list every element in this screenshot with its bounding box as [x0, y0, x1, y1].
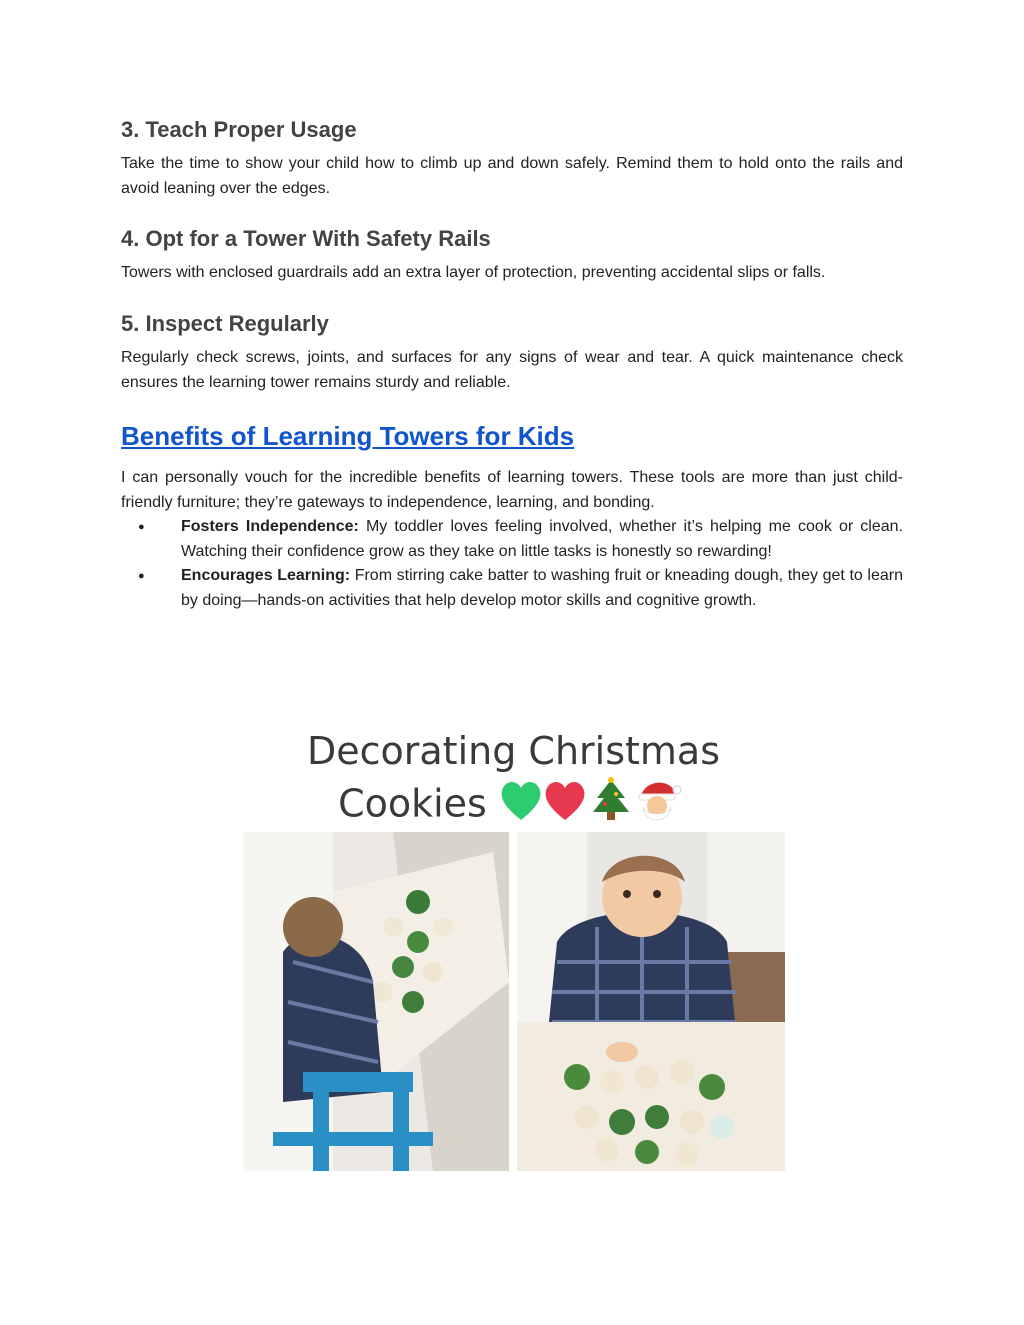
list-item: [181, 564, 903, 613]
christmas-tree-icon: [593, 777, 629, 820]
benefits-list: [121, 515, 903, 613]
section-heading: 5. Inspect Regularly: [121, 310, 329, 336]
bullet-title: Encourages Learning:: [181, 567, 351, 585]
section-teach-usage: [121, 118, 903, 201]
green-heart-icon: [502, 782, 541, 820]
benefits-heading: [121, 421, 903, 452]
photo-child-decorating: [517, 832, 785, 1171]
bullet-text: My toddler loves feeling involved, whether it’s helping me cook or clean. Watching their confidence grow as they take on little tasks is honestly so rewarding!: [181, 518, 903, 560]
section-safety-rails: [121, 227, 903, 286]
emoji-row: [499, 776, 689, 836]
benefits-heading-link[interactable]: Benefits of Learning Towers for Kids: [121, 421, 575, 452]
santa-icon: [639, 783, 681, 820]
benefits-intro: I can personally vouch for the incredible benefits of learning towers. These tools are more than just child-friendly furniture; they’re gateways to independence, learning, and bonding.: [121, 469, 903, 511]
bullet-text: From stirring cake batter to washing fruit or kneading dough, they get to learn by doing—hands-on activities that help develop motor skills and cognitive growth.: [181, 567, 904, 609]
collage-title-line2: Cookies: [338, 781, 487, 826]
photo-child-at-tower: [243, 832, 509, 1171]
collage-title: [241, 726, 786, 830]
collage-title-line1: Decorating Christmas: [306, 729, 721, 773]
red-heart-icon: [546, 782, 585, 820]
section-body: Take the time to show your child how to climb up and down safely. Remind them to hold onto the rails and avoid leaning over the edges.: [121, 155, 903, 197]
bullet-title: Fosters Independence:: [181, 518, 359, 536]
list-item: [181, 515, 903, 564]
section-heading: 4. Opt for a Tower With Safety Rails: [121, 226, 491, 252]
section-body: Regularly check screws, joints, and surfaces for any signs of wear and tear. A quick maintenance check ensures the learning tower remains sturdy and reliable.: [121, 349, 903, 391]
collage-title-line2-row: [241, 776, 786, 836]
section-inspect: [121, 312, 903, 395]
section-body: Towers with enclosed guardrails add an extra layer of protection, preventing accidental slips or falls.: [121, 264, 826, 282]
document-body: [121, 118, 903, 613]
section-heading: 3. Teach Proper Usage: [121, 117, 357, 142]
cookie-collage-image: [241, 726, 786, 1173]
